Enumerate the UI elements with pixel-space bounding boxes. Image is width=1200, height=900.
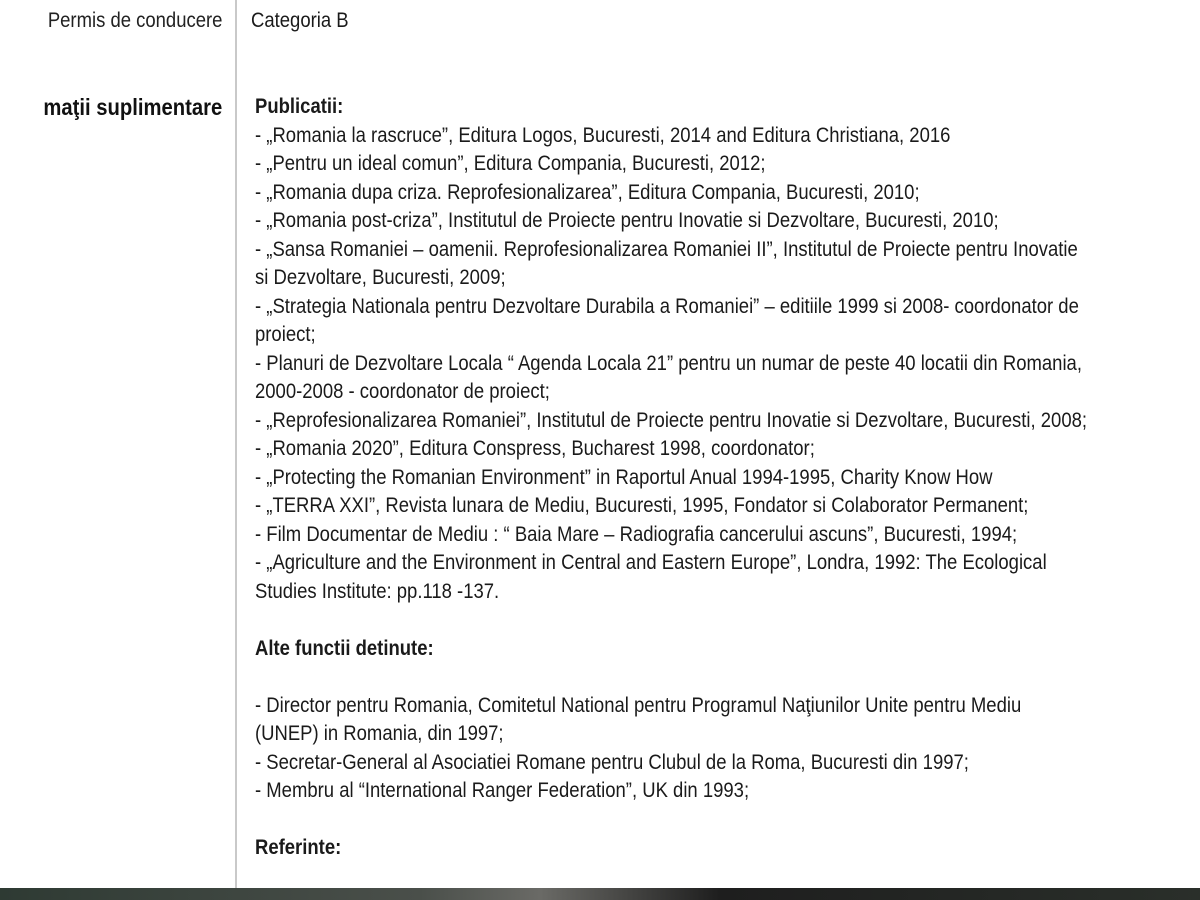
publication-item: - Film Documentar de Mediu : “ Baia Mare – Radiografia cancerului ascuns”, Bucuresti, 1994; — [255, 522, 1018, 546]
publication-item: - „Agriculture and the Environment in Central and Eastern Europe”, Londra, 1992: The Ecological — [255, 551, 1047, 574]
publication-item: - Planuri de Dezvoltare Locala “ Agenda Locala 21” pentru un numar de peste 40 locatii din Romania, — [255, 351, 1082, 375]
spacer — [255, 606, 1197, 635]
spacer — [255, 806, 1197, 835]
publication-item: - „TERRA XXI”, Revista lunara de Mediu, Bucuresti, 1995, Fondator si Colaborator Permanent; — [255, 494, 1029, 517]
publication-item: - „Romania post-criza”, Institutul de Proiecte pentru Inovatie si Dezvoltare, Bucuresti, 2010; — [255, 209, 999, 232]
publication-item: - „Sansa Romaniei – oamenii. Reprofesionalizarea Romaniei II”, Institutul de Proiecte pentru Inovatie — [255, 237, 1078, 261]
driving-license-label: Permis de conducere — [47, 9, 222, 32]
role-item: - Director pentru Romania, Comitetul National pentru Programul Naţiunilor Unite pentru Mediu — [255, 693, 1022, 717]
publication-item: - „Romania dupa criza. Reprofesionalizarea”, Editura Compania, Bucuresti, 2010; — [255, 180, 920, 204]
references-heading: Referinte: — [255, 836, 342, 859]
publication-item: si Dezvoltare, Bucuresti, 2009; — [255, 266, 506, 289]
publication-item: Studies Institute: pp.118 -137. — [255, 579, 500, 603]
role-item: - Membru al “International Ranger Federation”, UK din 1993; — [255, 779, 750, 802]
role-item: - Secretar-General al Asociatiei Romane pentru Clubul de la Roma, Bucuresti din 1997; — [255, 750, 969, 774]
other-roles-heading: Alte functii detinute: — [255, 636, 434, 660]
spacer — [255, 663, 1197, 692]
publication-item: 2000-2008 - coordonator de proiect; — [255, 380, 550, 403]
publication-item: proiect; — [255, 323, 316, 346]
role-item: (UNEP) in Romania, din 1997; — [255, 722, 504, 745]
publication-item: - „Pentru un ideal comun”, Editura Compania, Bucuresti, 2012; — [255, 152, 766, 175]
column-divider — [235, 0, 237, 888]
additional-info-label: maţii suplimentare — [43, 94, 222, 120]
publication-item: - „Strategia Nationala pentru Dezvoltare Durabila a Romaniei” – editiile 1999 si 2008- coordonator de — [255, 294, 1079, 318]
publication-item: - „Reprofesionalizarea Romaniei”, Institutul de Proiecte pentru Inovatie si Dezvoltare, Bucuresti, 2008; — [255, 408, 1088, 432]
publications-heading: Publicatii: — [255, 95, 344, 118]
additional-info-content — [255, 93, 1197, 863]
driving-license-value: Categoria B — [251, 9, 349, 32]
bottom-edge-strip — [0, 888, 1200, 900]
publication-item: - „Romania 2020”, Editura Conspress, Bucharest 1998, coordonator; — [255, 437, 815, 460]
publication-item: - „Romania la rascruce”, Editura Logos, Bucuresti, 2014 and Editura Christiana, 2016 — [255, 123, 951, 147]
publication-item: - „Protecting the Romanian Environment” in Raportul Anual 1994-1995, Charity Know How — [255, 465, 993, 489]
